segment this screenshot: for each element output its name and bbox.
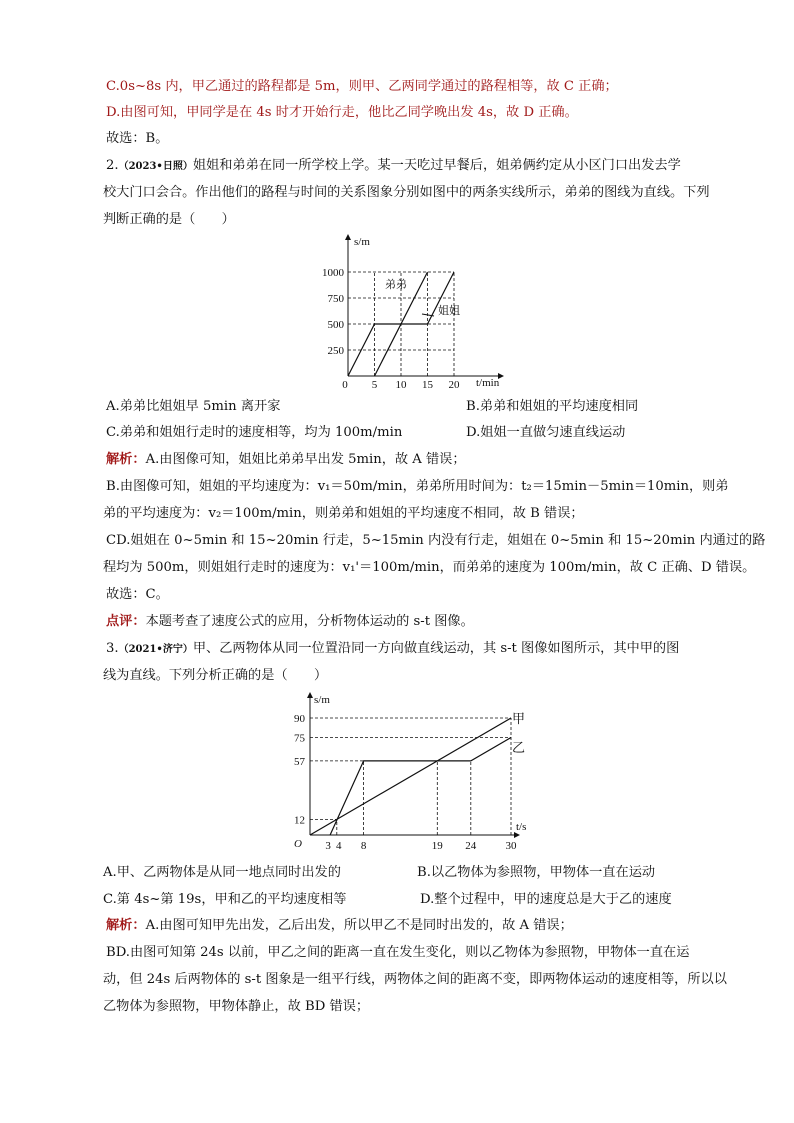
q3-stem-line1 xyxy=(106,640,679,659)
q2-source: （2023•日照） xyxy=(118,161,193,172)
q2-label-sister: 姐姐 xyxy=(438,305,460,317)
line-c-text: C.0s~8s 内，甲乙通过的路程都是 5m，则甲、乙两同学通过的路程相等，故 C 正确； xyxy=(106,79,618,94)
q2-chart xyxy=(310,230,510,395)
q3-origin: O xyxy=(294,838,302,850)
q3-series-line-1 xyxy=(330,738,511,836)
q2-comment-line xyxy=(106,613,474,631)
q3-analysis-line4: 乙物体为参照物，甲物体静止，故 BD 错误； xyxy=(103,999,370,1014)
q3-analysis-line3: 动，但 24s 后两物体的 s-t 图象是一组平行线，两物体之间的距离不变，即两物体运动的速度相等，所以以 xyxy=(103,972,727,987)
q2-analysis-label: 解析： xyxy=(106,452,146,467)
q2-ytick-3: 1000 xyxy=(322,267,344,279)
q3-label-jia: 甲 xyxy=(512,711,526,726)
q3-label-yi: 乙 xyxy=(512,740,526,755)
q3-ytick-0: 12 xyxy=(294,814,305,827)
q2-xtick-2: 10 xyxy=(395,379,407,391)
q3-xtick-0: 3 xyxy=(325,840,331,852)
q3-xtick-2: 8 xyxy=(360,840,367,852)
q2-option-b: B.弟弟和姐姐的平均速度相同 xyxy=(466,399,639,414)
q2-label-brother: 弟弟 xyxy=(385,279,407,291)
q2-xtick-4: 20 xyxy=(448,379,460,391)
q3-xtick-5: 30 xyxy=(505,840,517,852)
q2-comment-label: 点评： xyxy=(106,614,146,629)
q2-stem1: 姐姐和弟弟在同一所学校上学。某一天吃过早餐后，姐弟俩约定从小区门口出发去学 xyxy=(192,158,681,173)
q2-xtick-1: 5 xyxy=(371,379,378,391)
q3-xlabel: t/s xyxy=(516,821,527,833)
q2-ytick-1: 500 xyxy=(327,319,344,331)
q2-ylabel: s/m xyxy=(354,236,370,248)
q3-ytick-2: 75 xyxy=(294,732,305,745)
q2-comment: 本题考查了速度公式的应用，分析物体运动的 s-t 图像。 xyxy=(145,614,474,629)
q3-analysis1: A.由图可知甲先出发，乙后出发，所以甲乙不是同时出发的，故 A 错误； xyxy=(145,918,573,933)
q2-option-a: A.弟弟比姐姐早 5min 离开家 xyxy=(106,399,281,414)
q2-ytick-2: 750 xyxy=(327,293,344,305)
q2-analysis-line3: 弟的平均速度为：v₂＝100m/min，则弟弟和姐姐的平均速度不相同，故 B 错误； xyxy=(103,506,584,521)
q3-number: 3. xyxy=(106,641,119,656)
q2-stem-line2: 校大门口会合。作出他们的路程与时间的关系图象分别如图中的两条实线所示，弟弟的图线为直线。下列 xyxy=(103,185,710,200)
q3-option-a: A.甲、乙两物体是从同一地点同时出发的 xyxy=(103,865,341,880)
q2-stem-line3: 判断正确的是（ ） xyxy=(103,212,235,227)
q3-source: （2021•济宁） xyxy=(118,644,193,655)
q2-xlabel: t/min xyxy=(476,377,500,389)
q3-ylabel: s/m xyxy=(314,694,330,706)
q2-analysis-line2: B.由图像可知，姐姐的平均速度为：v₁＝50m/min，弟弟所用时间为：t₂＝15min－5min＝10min，则弟 xyxy=(106,479,729,494)
q3-option-c: C.第 4s~第 19s，甲和乙的平均速度相等 xyxy=(103,892,347,907)
q2-option-c: C.弟弟和姐姐行走时的速度相等，均为 100m/min xyxy=(106,425,403,440)
q3-analysis-line2: BD.由图可知第 24s 以前，甲乙之间的距离一直在发生变化，则以乙物体为参照物，甲物体一直在运 xyxy=(106,945,690,960)
q2-xtick-3: 15 xyxy=(422,379,433,391)
q2-analysis-line4: CD.姐姐在 0~5min 和 15~20min 行走，5~15min 内没有行走，姐姐在 0~5min 和 15~20min 内通过的路 xyxy=(106,533,766,548)
q3-stem1: 甲、乙两物体从同一位置沿同一方向做直线运动，其 s-t 图像如图所示，其中甲的图 xyxy=(192,641,680,656)
q3-ytick-3: 90 xyxy=(294,713,305,725)
q3-option-d: D.整个过程中，甲的速度总是大于乙的速度 xyxy=(420,892,672,907)
q2-option-d: D.姐姐一直做匀速直线运动 xyxy=(466,425,626,440)
q3-y-arrow xyxy=(307,692,313,698)
q2-y-arrow xyxy=(345,234,351,240)
line-d-text: D.由图可知，甲同学是在 4s 时才开始行走，他比乙同学晚出发 4s，故 D 正确。 xyxy=(106,105,578,120)
q3-analysis-label: 解析： xyxy=(106,918,146,933)
q3-xtick-4: 24 xyxy=(465,840,477,852)
q2-number: 2. xyxy=(106,158,119,173)
q3-analysis-line1 xyxy=(106,917,573,935)
q3-series-line-0 xyxy=(310,718,511,835)
q2-xtick-0: 0 xyxy=(342,379,348,391)
q3-chart xyxy=(278,690,538,858)
q2-ytick-0: 250 xyxy=(327,345,344,357)
q2-analysis-line1 xyxy=(106,451,466,469)
q2-answer: 故选：C。 xyxy=(106,587,169,602)
q3-ytick-1: 57 xyxy=(294,755,305,768)
q3-option-b: B.以乙物体为参照物，甲物体一直在运动 xyxy=(417,865,656,880)
q3-xtick-3: 19 xyxy=(431,840,443,852)
q2-analysis1: A.由图像可知，姐姐比弟弟早出发 5min，故 A 错误； xyxy=(145,452,466,467)
q2-analysis-line5: 程均为 500m，则姐姐行走时的速度为：v₁'＝100m/min，而弟弟的速度为 100m/min，故 C 正确、D 错误。 xyxy=(103,560,756,575)
q3-stem-line2: 线为直线。下列分析正确的是（ ） xyxy=(103,668,328,683)
q2-stem-line1 xyxy=(106,157,681,176)
q3-xtick-1: 4 xyxy=(336,840,342,852)
answer-text: 故选：B。 xyxy=(106,131,169,146)
